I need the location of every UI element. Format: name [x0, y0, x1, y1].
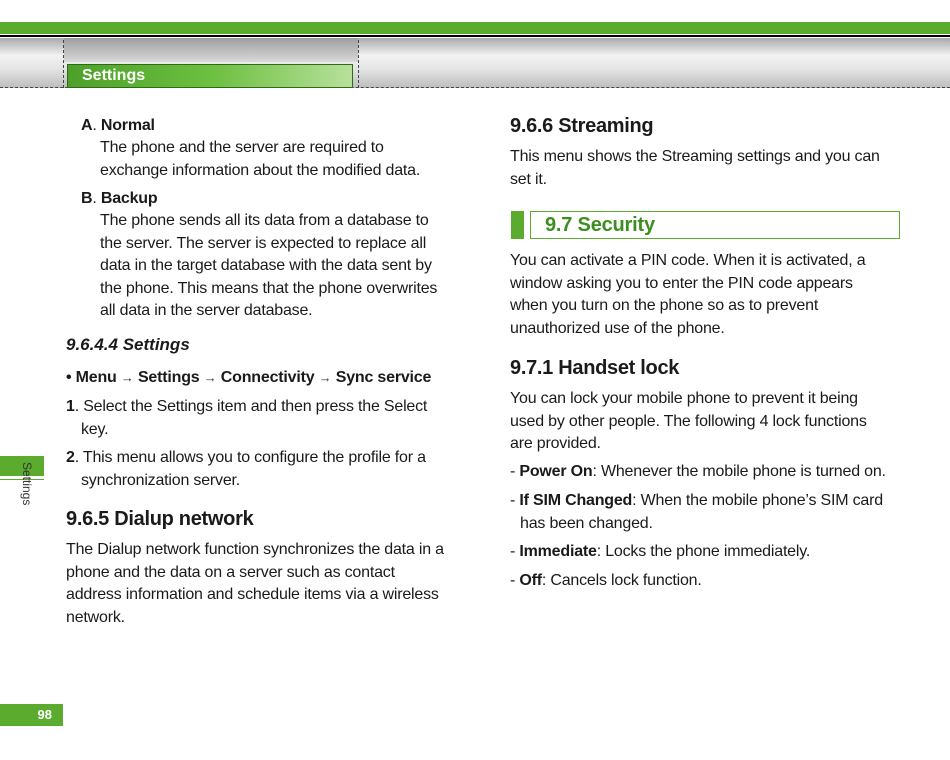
page-number: 98 — [0, 704, 63, 726]
lock-option: - Off: Cancels lock function. — [510, 572, 702, 589]
security-text: You can activate a PIN code. When it is activated, a window asking you to enter the PIN code appears when you turn on the phone so as to prevent unauthorized use of the phone. — [510, 252, 866, 337]
arrow-right-icon: → — [318, 370, 332, 385]
heading-9-6-4-4: 9.6.4.4 Settings — [66, 335, 190, 354]
item-backup-title: B. Backup — [81, 190, 158, 207]
item-normal-title: A. Normal — [81, 117, 155, 134]
section-heading-box — [511, 211, 900, 239]
heading-9-6-5: 9.6.5 Dialup network — [66, 508, 254, 530]
handset-text: You can lock your mobile phone to prevent it being used by other people. The following 4 lock functions are provided. — [510, 390, 867, 452]
header-green-band — [0, 22, 950, 34]
lock-option: - Power On: Whenever the mobile phone is turned on. — [510, 463, 886, 480]
step-1: 1. Select the Settings item and then press the Select key. — [66, 398, 428, 438]
heading-9-7-1: 9.7.1 Handset lock — [510, 357, 680, 379]
header-dashed-divider — [63, 40, 64, 88]
menu-path: • Menu → Settings → Connectivity → Sync service — [66, 369, 432, 386]
arrow-right-icon: → — [203, 370, 217, 385]
item-backup-text: The phone sends all its data from a database to the server. The server is expected to replace all data in the target database with the data sent by the phone. This means that the phone overwrites all data in the server database. — [100, 212, 438, 319]
lock-option: - If SIM Changed: When the mobile phone’s SIM card has been changed. — [510, 492, 883, 532]
heading-9-7: 9.7 Security — [545, 214, 655, 236]
dialup-text: The Dialup network function synchronizes the data in a phone and the data on a server such as contact address information and schedule items via a wireless network. — [66, 541, 444, 626]
item-normal-text: The phone and the server are required to exchange information about the modified data. — [100, 139, 421, 179]
lock-option: - Immediate: Locks the phone immediately. — [510, 543, 811, 560]
header-black-rule — [0, 35, 950, 37]
section-tab-settings: Settings — [67, 64, 353, 88]
header-dashed-divider — [358, 40, 359, 88]
section-heading-marker — [511, 211, 524, 239]
side-tab-label: Settings — [20, 462, 34, 506]
heading-9-6-6: 9.6.6 Streaming — [510, 115, 654, 137]
streaming-text: This menu shows the Streaming settings and you can set it. — [510, 148, 880, 188]
step-2: 2. This menu allows you to configure the profile for a synchronization server. — [66, 449, 426, 489]
arrow-right-icon: → — [120, 370, 134, 385]
